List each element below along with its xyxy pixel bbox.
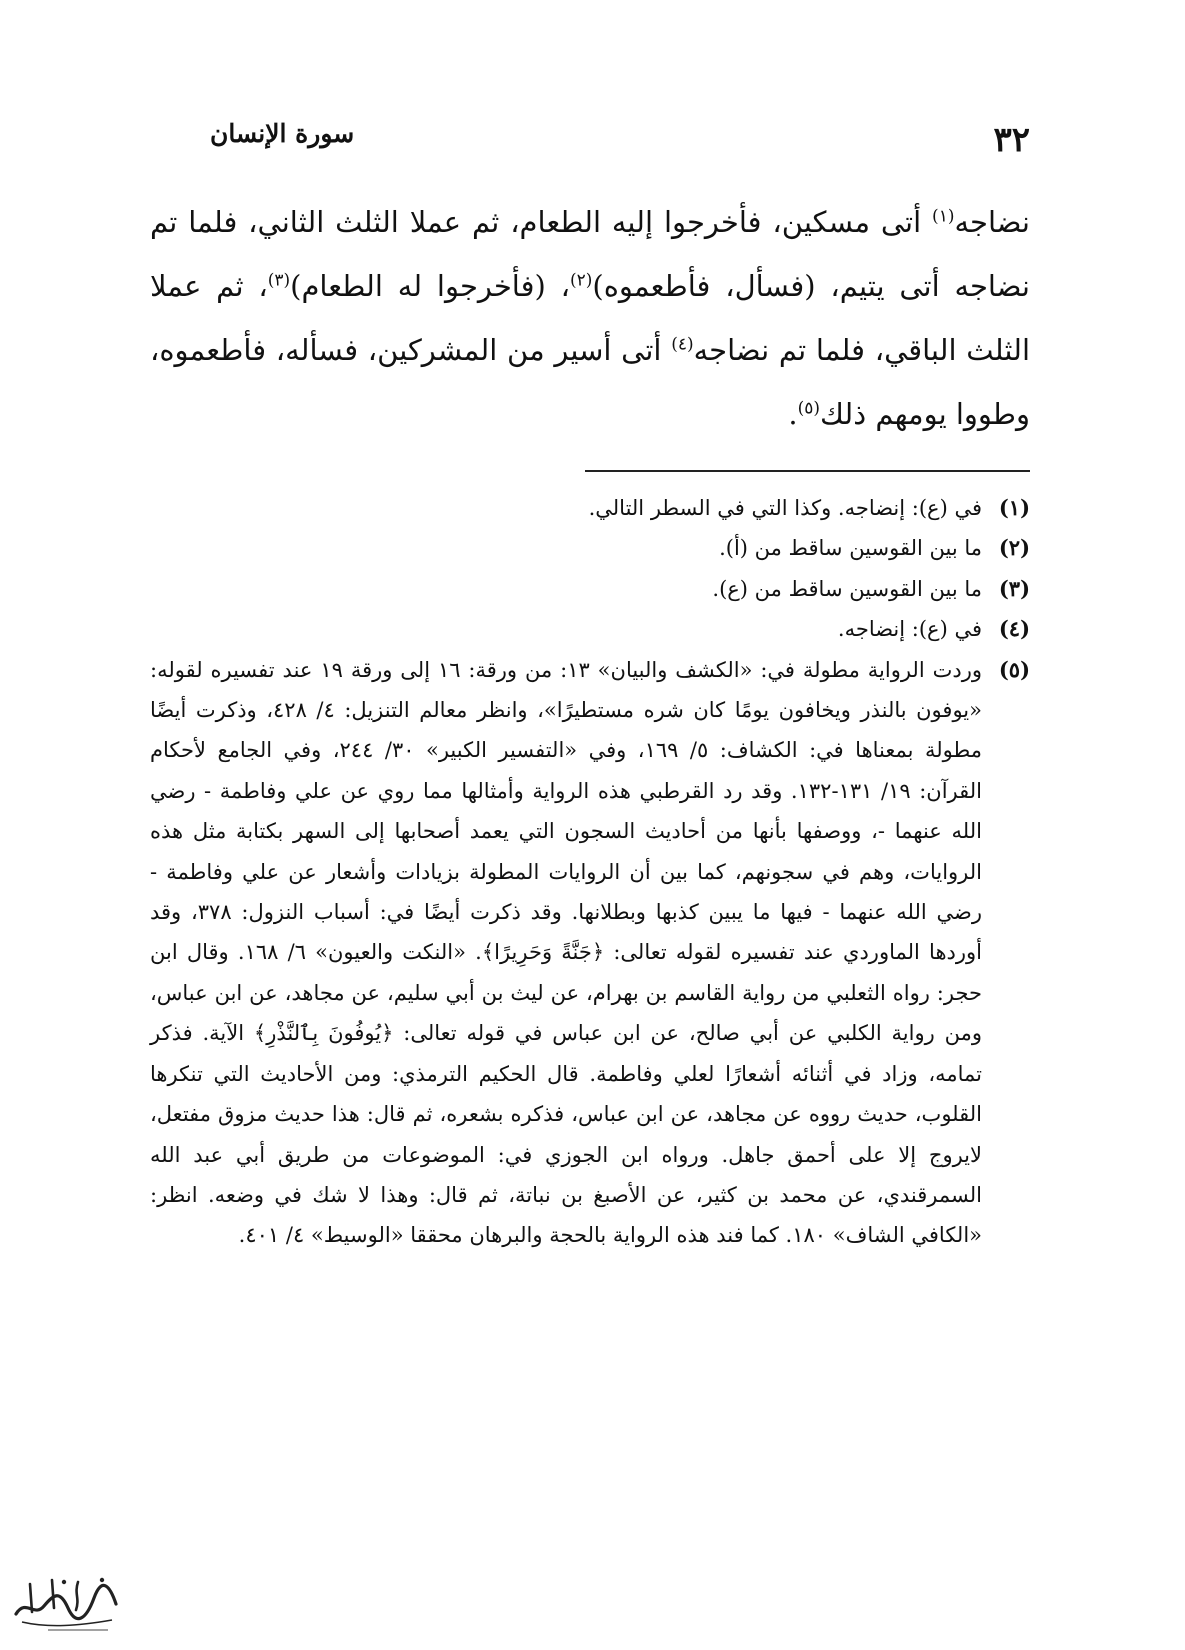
calligraphy-logo-drawing <box>8 1568 123 1638</box>
footnote-text: في (ع): إنضاجه. <box>837 617 982 642</box>
footnote-text: وردت الرواية مطولة في: «الكشف والبيان» ١٣: من ورقة: ١٦ إلى ورقة ١٩ عند تفسيره لقوله: «يوفون بالنذر ويخافون يومًا كان شره مستطيرًا»، وانظر معالم التنزيل: ٤/ ٤٢٨، وذكرت أيضًا مطولة بمعناها في: الكشاف: ٥/ ١٦٩، وفي «التفسير الكبير» ٣٠/ ٢٤٤، وفي الجامع لأحكام القرآن: ١٩/ ١٣١-١٣٢. وقد رد القرطبي هذه الرواية وأمثالها مما روي عن علي وفاطمة - رضي الله عنهما -، ووصفها بأنها من أحاديث السجون التي يعمد أصحابها إلى السهر بكتابة مثل هذه الروايات، وهم في سجونهم، كما بين أن الروايات المطولة بزيادات وأشعار عن علي وفاطمة - رضي الله عنهما - فيها ما يبين كذبها وبطلانها. وقد ذكرت أيضًا في: أسباب النزول: ٣٧٨، وقد أوردها الماوردي عند تفسيره لقوله تعالى: ﴿جَنَّةً وَحَرِيرًا﴾. «النكت والعيون» ٦/ ١٦٨. وقال ابن حجر: رواه الثعلبي من رواية القاسم بن بهرام، عن ليث بن أبي سليم، عن مجاهد، عن ابن عباس، ومن رواية الكلبي عن أبي صالح، عن ابن عباس في قوله تعالى: ﴿يُوفُونَ بِٱلنَّذْرِ﴾ الآية. فذكر تمامه، وزاد في أثنائه أشعارًا لعلي وفاطمة. قال الحكيم الترمذي: ومن الأحاديث التي تنكرها القلوب، حديث رووه عن مجاهد، عن ابن عباس، فذكره بشعره، ثم قال: هذا حديث مزوق مفتعل، لايروج إلا على أحمق جاهل. ورواه ابن الجوزي في: الموضوعات من طريق أبي عبد الله السمرقندي، عن محمد بن كثير، عن الأصبغ بن نباتة، ثم قال: وهذا لا شك في وضعه. انظر: «الكافي الشاف» ١٨٠. كما فند هذه الرواية بالحجة والبرهان محققا «الوسيط» ٤/ ٤٠١. <box>150 657 982 1248</box>
main-text <box>150 190 1030 446</box>
footnote-number: (٥) <box>998 656 1030 682</box>
footnote-ref-3: (٣) <box>267 270 291 291</box>
calligraphy-logo-icon <box>8 1568 123 1638</box>
footnote-number: (٤) <box>998 616 1030 642</box>
footnote-text: ما بين القوسين ساقط من (ع). <box>712 576 982 601</box>
footnote-1 <box>150 488 1030 528</box>
page-header <box>150 112 1030 168</box>
footnote-ref-2: (٢) <box>569 270 593 291</box>
footnote-ref-5: (٥) <box>797 398 820 419</box>
footnote-4 <box>150 609 1030 649</box>
footnote-text: في (ع): إنضاجه. وكذا التي في السطر التالي. <box>588 496 982 520</box>
footnote-number: (٢) <box>998 535 1030 561</box>
surah-title: سورة الإنسان <box>210 119 355 148</box>
footnote-3 <box>150 569 1030 609</box>
main-paragraph <box>150 190 1030 446</box>
main-text-segment: نضاجه <box>954 205 1030 239</box>
footnotes <box>150 488 1030 1256</box>
main-text-segment: أتى مسكين، فأخرجوا إليه الطعام، ثم عملا الثلث الثاني، فلما تم نضاجه أتى يتيم، (فسأل، فأطعموه) <box>150 205 1030 303</box>
main-text-segment: . <box>788 397 798 431</box>
page-number: ٣٢ <box>993 120 1030 160</box>
footnote-ref-1: (١) <box>932 206 955 227</box>
footnote-number: (٣) <box>998 575 1030 601</box>
footnote-2 <box>150 528 1030 568</box>
main-text-segment: ، (فأخرجوا له الطعام) <box>290 269 570 303</box>
footnote-ref-4: (٤) <box>671 334 694 355</box>
footnote-number: (١) <box>998 495 1030 520</box>
footnote-separator <box>585 470 1030 472</box>
footnote-5 <box>150 650 1030 1256</box>
main-text-segment: ، ثم عملا الثلث الباقي، فلما تم نضاجه <box>150 269 1031 367</box>
footnote-text: ما بين القوسين ساقط من (أ). <box>719 536 982 561</box>
main-text-segment: أتى أسير من المشركين، فسأله، فأطعموه، وطووا يومهم ذلك <box>150 333 1030 431</box>
